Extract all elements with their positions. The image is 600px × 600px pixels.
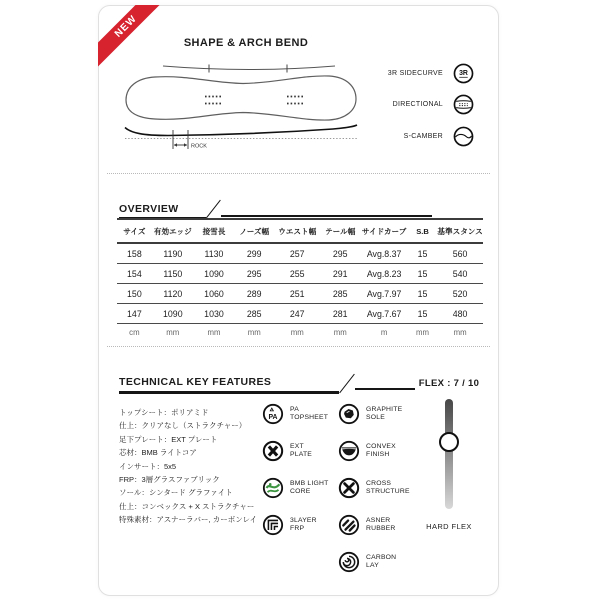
- technical-rule: [119, 391, 339, 394]
- convex-finish-icon: [338, 440, 360, 462]
- overview-title: OVERVIEW: [119, 203, 179, 215]
- section-divider: [107, 346, 490, 347]
- new-ribbon-label: NEW: [112, 13, 140, 40]
- cross-structure-icon: [338, 477, 360, 499]
- s-camber-icon: [453, 126, 474, 147]
- spec-line: 足下プレート：EXT プレート: [119, 434, 218, 444]
- feature-asner-rubber: ASNER RUBBER: [338, 514, 396, 536]
- spec-line: ソール：シンタード グラファイト: [119, 488, 233, 498]
- rock-label: ROCK: [191, 143, 207, 150]
- feature-ext-plate: EXT PLATE: [262, 440, 312, 462]
- table-header-row: サイズ 有効エッジ 接雪長 ノーズ幅 ウエスト幅 テール幅 サイドカーブ S.B 基準スタンス: [117, 219, 483, 243]
- spec-line: 仕上：クリアなし（ストラクチャー）: [119, 421, 247, 431]
- spec-line: 芯材：BMB ライトコア: [119, 448, 197, 458]
- overview-table: [117, 218, 483, 340]
- badge-s-camber-label: S-CAMBER: [403, 132, 443, 140]
- badge-3r-sidecurve-label: 3R SIDECURVE: [387, 69, 443, 77]
- 3r-sidecurve-icon: [453, 63, 474, 84]
- asner-rubber-icon: [338, 514, 360, 536]
- badge-s-camber: [325, 125, 474, 147]
- bmb-light-core-icon: [262, 477, 284, 499]
- badge-3r-sidecurve: [325, 62, 474, 84]
- svg-text:PA: PA: [268, 414, 278, 422]
- feature-bmb-light-core: BMB LIGHT CORE: [262, 477, 328, 499]
- insert-dots: [205, 97, 303, 104]
- feature-cross-structure: CROSS STRUCTURE: [338, 477, 410, 499]
- overview-slash: [205, 200, 221, 220]
- carbon-lay-icon: [338, 551, 360, 573]
- feature-convex-finish: CONVEX FINISH: [338, 440, 396, 462]
- pa-topsheet-icon: [262, 403, 284, 425]
- technical-slash: [339, 374, 355, 394]
- technical-rule-thin: [355, 388, 415, 390]
- spec-line: トップシート：ポリアミド: [119, 408, 209, 417]
- spec-line: FRP：3層グラスファブリック: [119, 475, 220, 485]
- spec-line: インサート：5x5: [119, 461, 177, 471]
- table-row: 154 1150 1090 295 255 291 Avg.8.23 15 540: [117, 264, 483, 284]
- spec-line: 仕上：コンベックス + X ストラクチャー: [119, 501, 255, 511]
- spec-list: [119, 406, 269, 527]
- technical-title: TECHNICAL KEY FEATURES: [119, 376, 272, 388]
- graphite-sole-icon: [338, 403, 360, 425]
- spec-line: 特殊素材：アスナーラバー, カーボンレイ: [119, 515, 258, 525]
- feature-3layer-frp: 3LAYER FRP: [262, 514, 317, 536]
- table-row: 147 1090 1030 285 247 281 Avg.7.67 15 480: [117, 304, 483, 324]
- ext-plate-icon: [262, 440, 284, 462]
- shape-section-title: SHAPE & ARCH BEND: [183, 37, 309, 49]
- directional-icon: [453, 94, 474, 115]
- flex-slider-handle: [439, 432, 459, 452]
- badge-directional: [325, 93, 474, 115]
- feature-pa-topsheet: PA PA TOPSHEET: [262, 403, 328, 425]
- feature-carbon-lay: CARBON LAY: [338, 551, 396, 573]
- svg-text:3R: 3R: [459, 69, 468, 77]
- table-row: 158 1190 1130 299 257 295 Avg.8.37 15 560: [117, 243, 483, 264]
- flex-slider-track: [445, 399, 453, 509]
- overview-rule-thin: [221, 215, 432, 217]
- flex-rating-label: FLEX : 7 / 10: [418, 378, 480, 389]
- section-divider: [107, 173, 490, 174]
- feature-graphite-sole: GRAPHITE SOLE: [338, 403, 402, 425]
- product-spec-card: [98, 5, 499, 596]
- table-units-row: cm mm mm mm mm mm m mm mm: [129, 327, 467, 337]
- hard-flex-label: HARD FLEX: [426, 522, 472, 531]
- 3layer-frp-icon: [262, 514, 284, 536]
- badge-directional-label: DIRECTIONAL: [392, 100, 443, 108]
- table-row: 150 1120 1060 289 251 285 Avg.7.97 15 520: [117, 284, 483, 304]
